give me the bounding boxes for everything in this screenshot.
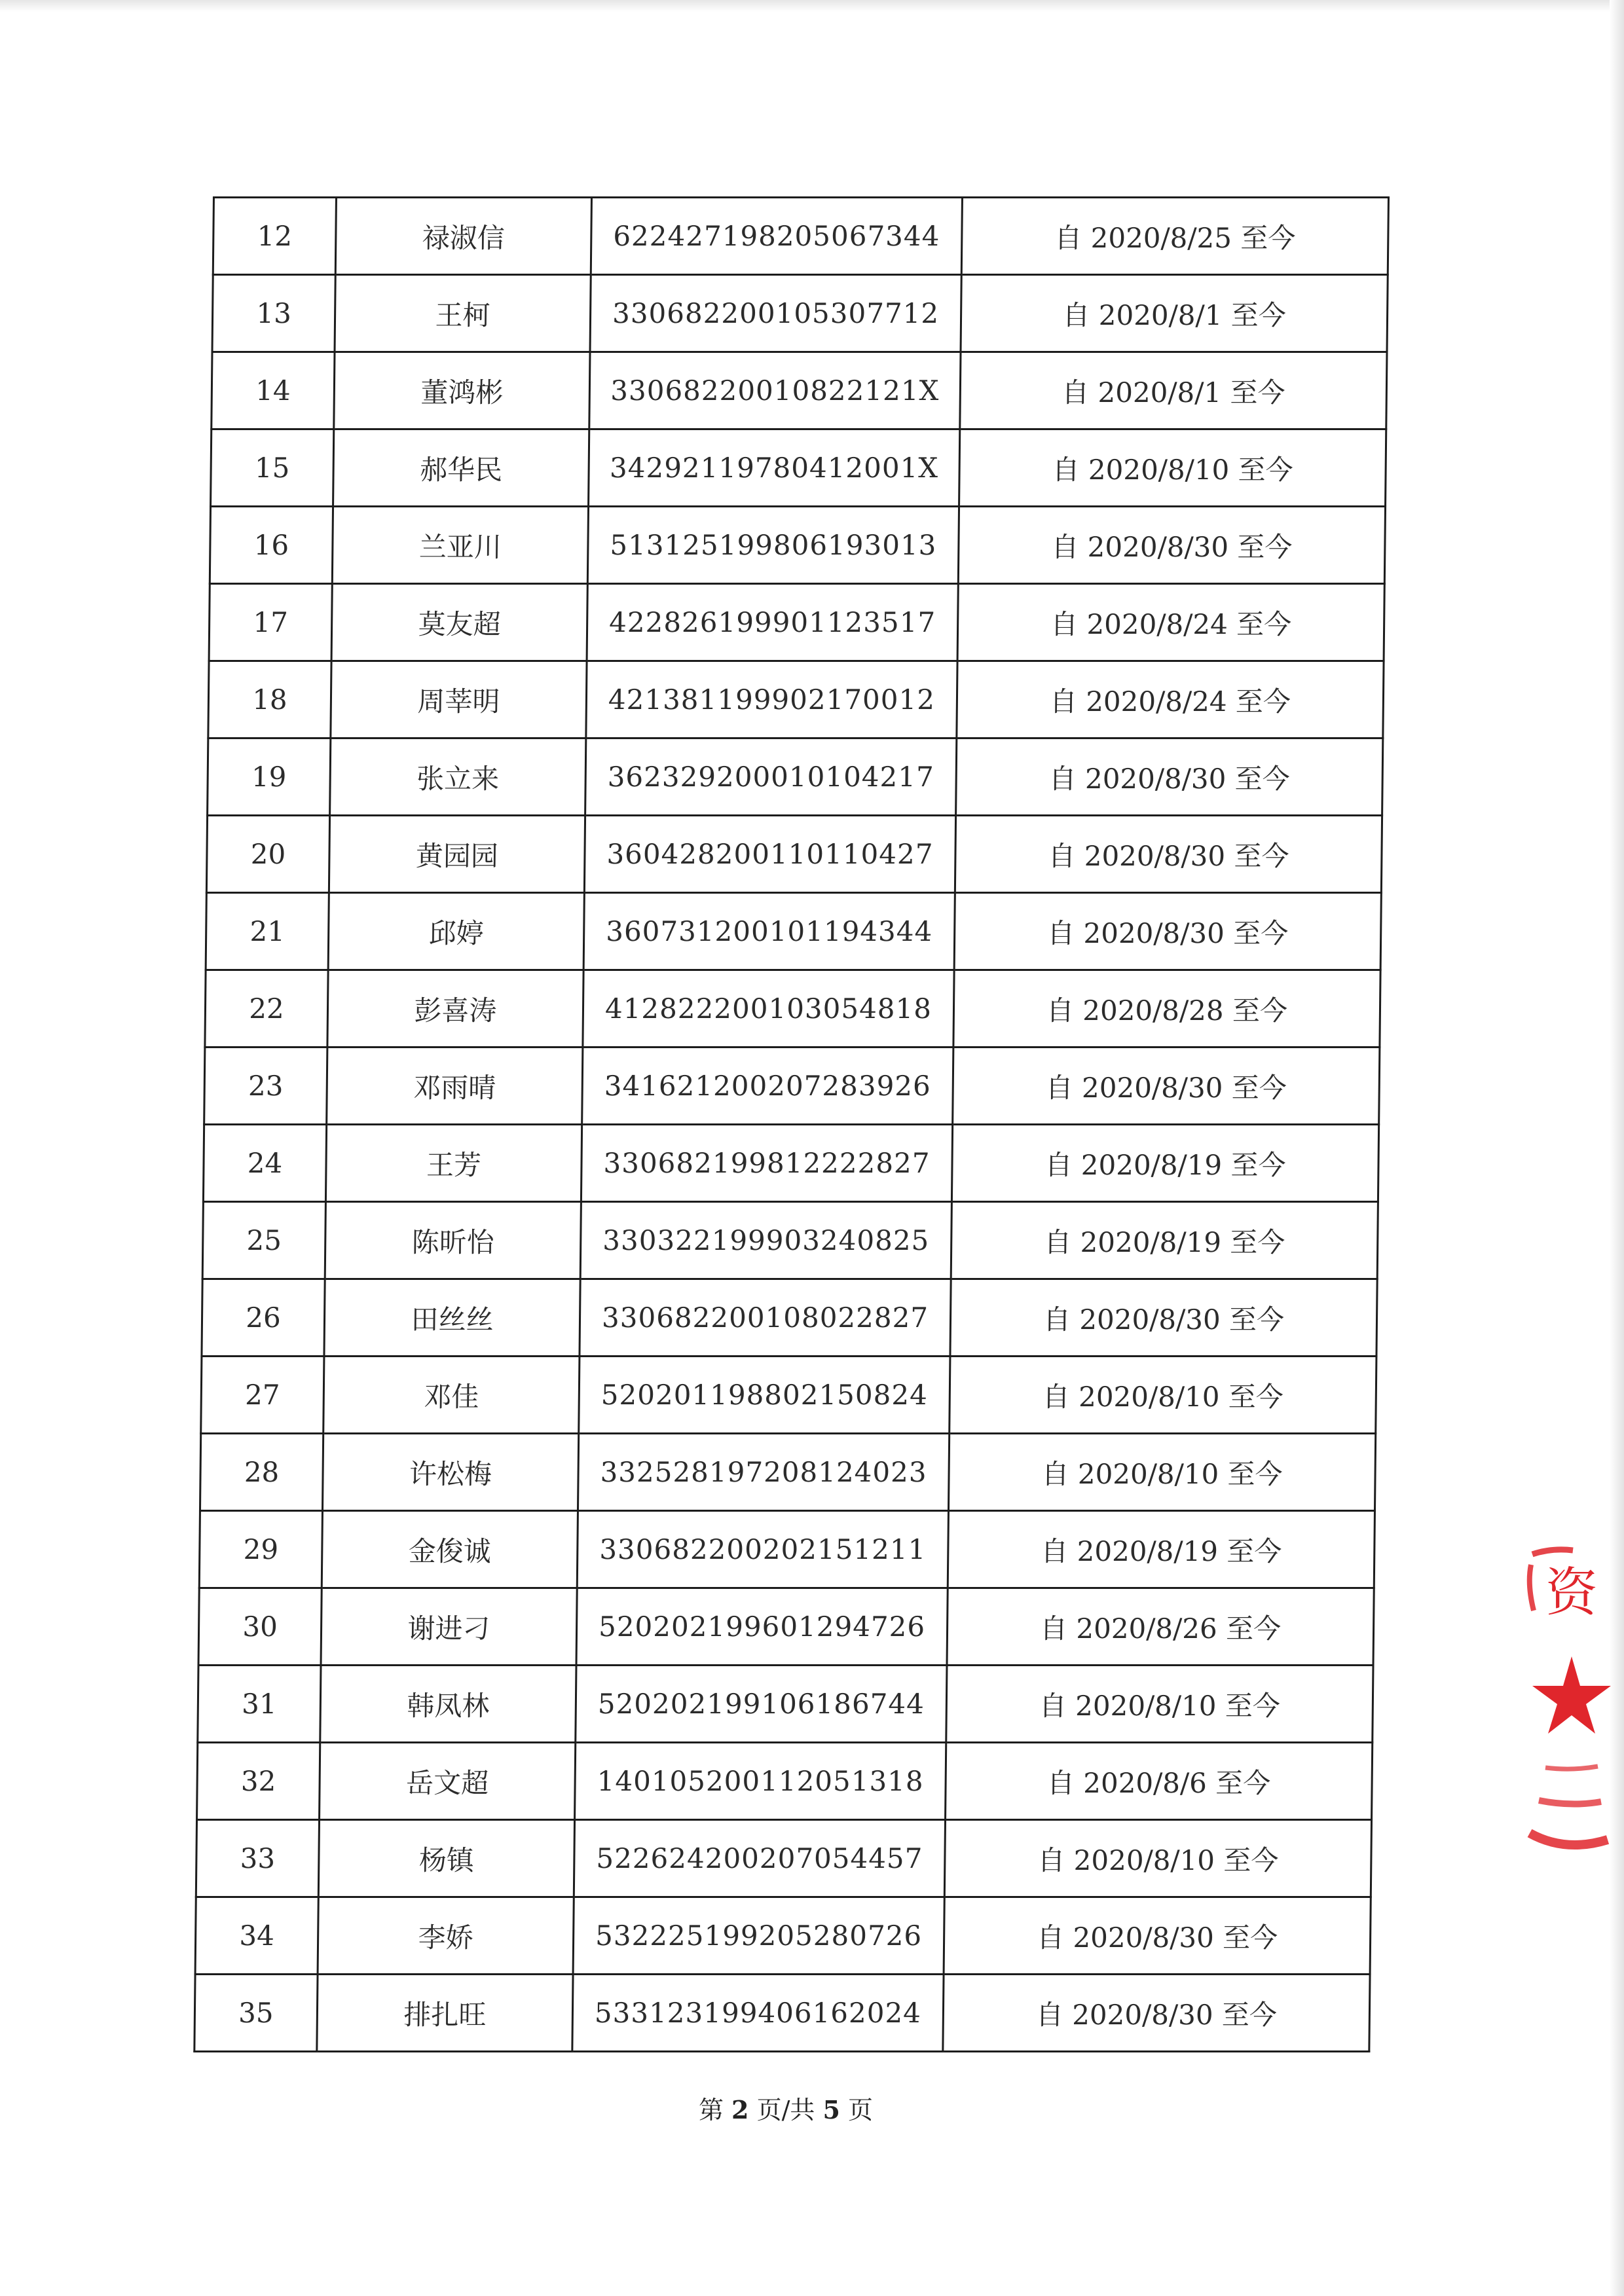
footer-total-pages: 5 bbox=[822, 2095, 840, 2124]
row-period-cell: 自 2020/8/10 至今 bbox=[950, 1357, 1376, 1434]
roster-table-body bbox=[194, 198, 1389, 2052]
table-row bbox=[197, 1743, 1373, 1820]
row-period-cell: 自 2020/8/10 至今 bbox=[944, 1820, 1371, 1897]
row-id-number-cell: 422826199901123517 bbox=[587, 584, 958, 661]
row-id-number-cell: 520202199106186744 bbox=[576, 1666, 947, 1743]
table-row bbox=[204, 1048, 1380, 1125]
row-period-cell: 自 2020/8/28 至今 bbox=[953, 970, 1380, 1048]
row-id-number-cell: 341621200207283926 bbox=[582, 1048, 953, 1125]
row-index-cell: 34 bbox=[195, 1897, 318, 1975]
table-row bbox=[195, 1897, 1371, 1975]
row-period-cell: 自 2020/8/19 至今 bbox=[951, 1125, 1378, 1202]
row-index-cell: 26 bbox=[202, 1279, 325, 1357]
table-row bbox=[210, 507, 1385, 584]
row-index-cell: 12 bbox=[213, 198, 336, 275]
row-name-cell: 谢进刁 bbox=[321, 1588, 577, 1666]
row-id-number-cell: 532225199205280726 bbox=[573, 1897, 944, 1975]
row-id-number-cell: 362329200010104217 bbox=[585, 738, 957, 816]
row-id-number-cell: 421381199902170012 bbox=[586, 661, 957, 738]
row-name-cell: 排扎旺 bbox=[317, 1975, 573, 2052]
row-id-number-cell: 34292119780412001X bbox=[589, 429, 960, 507]
row-id-number-cell: 360428200110110427 bbox=[584, 816, 955, 893]
scan-right-edge bbox=[1610, 0, 1624, 2296]
row-index-cell: 30 bbox=[198, 1588, 322, 1666]
row-period-cell: 自 2020/8/1 至今 bbox=[961, 275, 1388, 352]
table-row bbox=[208, 661, 1384, 738]
row-index-cell: 23 bbox=[204, 1048, 327, 1125]
row-id-number-cell: 140105200112051318 bbox=[575, 1743, 946, 1820]
row-period-cell: 自 2020/8/1 至今 bbox=[960, 352, 1387, 429]
row-period-cell: 自 2020/8/24 至今 bbox=[957, 584, 1384, 661]
row-index-cell: 33 bbox=[196, 1820, 319, 1897]
table-row bbox=[206, 816, 1382, 893]
row-index-cell: 32 bbox=[197, 1743, 320, 1820]
row-name-cell: 周莘明 bbox=[331, 661, 587, 738]
row-name-cell: 岳文超 bbox=[320, 1743, 576, 1820]
table-row bbox=[196, 1820, 1371, 1897]
red-seal-stamp bbox=[1526, 1545, 1611, 1886]
row-id-number-cell: 332528197208124023 bbox=[578, 1434, 949, 1511]
footer-current-page: 2 bbox=[731, 2095, 749, 2124]
row-index-cell: 18 bbox=[208, 661, 331, 738]
table-row bbox=[194, 1975, 1370, 2052]
row-index-cell: 19 bbox=[208, 738, 331, 816]
row-name-cell: 王柯 bbox=[335, 275, 591, 352]
row-name-cell: 金俊诚 bbox=[322, 1511, 578, 1588]
row-period-cell: 自 2020/8/30 至今 bbox=[956, 738, 1383, 816]
row-name-cell: 兰亚川 bbox=[332, 507, 588, 584]
row-index-cell: 24 bbox=[203, 1125, 326, 1202]
row-name-cell: 杨镇 bbox=[318, 1820, 574, 1897]
row-index-cell: 20 bbox=[206, 816, 329, 893]
row-name-cell: 莫友超 bbox=[331, 584, 587, 661]
row-name-cell: 黄园园 bbox=[329, 816, 585, 893]
row-index-cell: 15 bbox=[211, 429, 334, 507]
roster-table bbox=[193, 196, 1390, 2052]
row-index-cell: 28 bbox=[200, 1434, 323, 1511]
row-index-cell: 27 bbox=[201, 1357, 324, 1434]
table-row bbox=[199, 1511, 1375, 1588]
row-index-cell: 31 bbox=[198, 1666, 321, 1743]
row-name-cell: 郝华民 bbox=[333, 429, 589, 507]
row-period-cell: 自 2020/8/26 至今 bbox=[947, 1588, 1374, 1666]
row-id-number-cell: 33068220010822121X bbox=[589, 352, 961, 429]
row-name-cell: 韩凤林 bbox=[320, 1666, 576, 1743]
row-name-cell: 邱婷 bbox=[328, 893, 584, 970]
row-id-number-cell: 330682200108022827 bbox=[580, 1279, 951, 1357]
table-row bbox=[212, 352, 1387, 429]
row-id-number-cell: 412822200103054818 bbox=[583, 970, 954, 1048]
row-period-cell: 自 2020/8/30 至今 bbox=[944, 1897, 1371, 1975]
table-row bbox=[209, 584, 1384, 661]
row-name-cell: 李娇 bbox=[318, 1897, 574, 1975]
row-name-cell: 邓佳 bbox=[323, 1357, 580, 1434]
seal-star-icon bbox=[1532, 1656, 1611, 1734]
row-id-number-cell: 513125199806193013 bbox=[587, 507, 959, 584]
scan-top-edge bbox=[0, 0, 1624, 12]
table-row bbox=[211, 429, 1386, 507]
row-period-cell: 自 2020/8/30 至今 bbox=[955, 816, 1382, 893]
row-name-cell: 陈昕怡 bbox=[325, 1202, 581, 1279]
table-row bbox=[201, 1357, 1376, 1434]
roster-table-wrapper bbox=[193, 196, 1380, 2052]
row-id-number-cell: 330682200105307712 bbox=[590, 275, 961, 352]
table-row bbox=[203, 1125, 1378, 1202]
row-name-cell: 许松梅 bbox=[322, 1434, 578, 1511]
row-id-number-cell: 522624200207054457 bbox=[574, 1820, 945, 1897]
row-name-cell: 王芳 bbox=[325, 1125, 581, 1202]
table-row bbox=[206, 893, 1381, 970]
row-name-cell: 田丝丝 bbox=[324, 1279, 580, 1357]
table-row bbox=[208, 738, 1383, 816]
footer-middle: 页/共 bbox=[756, 2096, 815, 2124]
table-row bbox=[202, 1202, 1378, 1279]
row-index-cell: 21 bbox=[206, 893, 329, 970]
row-id-number-cell: 360731200101194344 bbox=[583, 893, 955, 970]
table-row bbox=[212, 275, 1388, 352]
row-id-number-cell: 533123199406162024 bbox=[572, 1975, 944, 2052]
row-name-cell: 邓雨晴 bbox=[327, 1048, 583, 1125]
table-row bbox=[198, 1588, 1374, 1666]
seal-character: 资 bbox=[1545, 1562, 1598, 1623]
page-footer bbox=[0, 2090, 1572, 2126]
row-period-cell: 自 2020/8/30 至今 bbox=[943, 1975, 1370, 2052]
row-period-cell: 自 2020/8/10 至今 bbox=[948, 1434, 1375, 1511]
row-index-cell: 13 bbox=[212, 275, 335, 352]
footer-prefix: 第 bbox=[698, 2096, 724, 2124]
footer-suffix: 页 bbox=[848, 2096, 874, 2124]
table-row bbox=[202, 1279, 1377, 1357]
row-name-cell: 禄淑信 bbox=[335, 198, 591, 275]
table-row bbox=[205, 970, 1380, 1048]
row-index-cell: 17 bbox=[209, 584, 332, 661]
row-period-cell: 自 2020/8/30 至今 bbox=[953, 1048, 1380, 1125]
row-period-cell: 自 2020/8/6 至今 bbox=[946, 1743, 1373, 1820]
row-id-number-cell: 330682199812222827 bbox=[581, 1125, 952, 1202]
row-index-cell: 29 bbox=[199, 1511, 322, 1588]
row-name-cell: 董鸿彬 bbox=[334, 352, 590, 429]
row-index-cell: 25 bbox=[202, 1202, 325, 1279]
row-id-number-cell: 622427198205067344 bbox=[591, 198, 962, 275]
row-period-cell: 自 2020/8/10 至今 bbox=[946, 1666, 1373, 1743]
row-period-cell: 自 2020/8/24 至今 bbox=[957, 661, 1384, 738]
row-period-cell: 自 2020/8/10 至今 bbox=[959, 429, 1386, 507]
row-index-cell: 35 bbox=[194, 1975, 318, 2052]
row-id-number-cell: 520201198802150824 bbox=[579, 1357, 950, 1434]
row-id-number-cell: 330322199903240825 bbox=[580, 1202, 951, 1279]
row-index-cell: 16 bbox=[210, 507, 333, 584]
row-index-cell: 22 bbox=[205, 970, 328, 1048]
row-name-cell: 张立来 bbox=[330, 738, 586, 816]
row-period-cell: 自 2020/8/19 至今 bbox=[948, 1511, 1375, 1588]
row-name-cell: 彭喜涛 bbox=[327, 970, 583, 1048]
row-index-cell: 14 bbox=[212, 352, 335, 429]
row-period-cell: 自 2020/8/19 至今 bbox=[951, 1202, 1378, 1279]
row-period-cell: 自 2020/8/30 至今 bbox=[950, 1279, 1377, 1357]
table-row bbox=[200, 1434, 1375, 1511]
row-id-number-cell: 330682200202151211 bbox=[577, 1511, 948, 1588]
row-id-number-cell: 520202199601294726 bbox=[576, 1588, 948, 1666]
table-row bbox=[198, 1666, 1373, 1743]
row-period-cell: 自 2020/8/25 至今 bbox=[961, 198, 1388, 275]
table-row bbox=[213, 198, 1388, 275]
row-period-cell: 自 2020/8/30 至今 bbox=[958, 507, 1385, 584]
row-period-cell: 自 2020/8/30 至今 bbox=[954, 893, 1381, 970]
